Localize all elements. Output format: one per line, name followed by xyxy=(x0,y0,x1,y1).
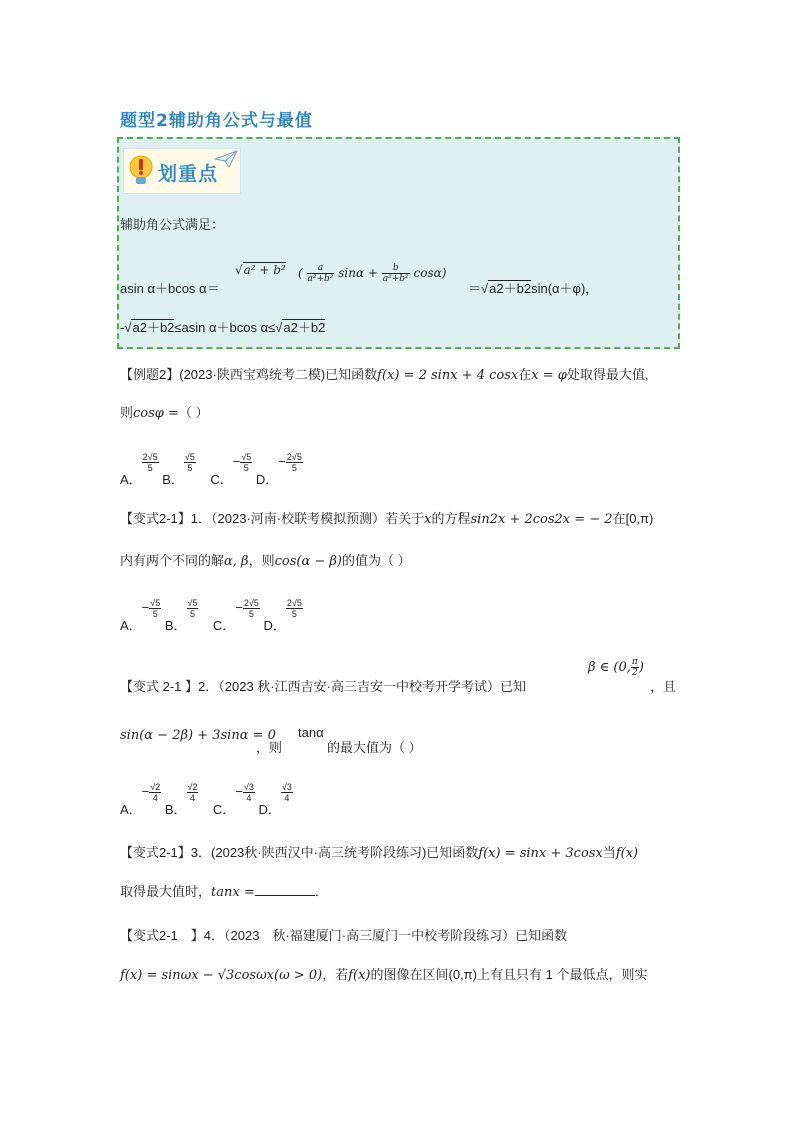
variant2-and: ，且 xyxy=(650,679,677,694)
variant1-options xyxy=(120,598,303,633)
formula1-left: asin α＋bcos α＝ xyxy=(120,281,220,296)
example2-question: 则cosφ =（ ） xyxy=(120,405,209,421)
variant2-tan: tanα xyxy=(298,725,324,740)
keypoint-badge-text: 划重点 xyxy=(158,163,219,185)
option-d[interactable]: D． $\frac{2√5}{5}$ xyxy=(263,598,302,633)
variant2-then: ，则 xyxy=(256,740,283,755)
variant2-options xyxy=(120,782,293,817)
variant3-line1: 【变式2-1】3．(2023秋·陕西汉中·高三统考阶段练习)已知函数f(x) = sinx + 3cosx当f(x) xyxy=(120,845,639,861)
variant1-line2: 内有两个不同的解α, β，则cos(α − β)的值为（ ） xyxy=(120,553,411,569)
formula1-right: ＝√a2＋b2sin(α＋φ)， xyxy=(468,281,599,296)
example2-options xyxy=(120,452,303,487)
variant4-line1: 【变式2-1 】4．（2023 秋·福建厦门·高三厦门一中校考阶段练习）已知函数 xyxy=(120,928,568,943)
option-d[interactable]: D． $\frac{√3}{4}$ xyxy=(258,782,292,817)
option-b[interactable]: B． $\frac{√5}{5}$ xyxy=(162,452,195,487)
variant2-line1: 【变式 2-1 】2．（2023 秋·江西吉安·高三吉安一中校考开学考试）已知 xyxy=(120,679,526,694)
variant4-line2: f(x) = sinωx − √3cosωx(ω > 0)，若f(x)的图像在区间(0,π)上有且只有 1 个最低点，则实 xyxy=(120,967,648,983)
option-a[interactable]: A． $\frac{2√5}{5}$ xyxy=(120,452,158,487)
answer-blank[interactable] xyxy=(255,895,315,896)
option-c[interactable]: C．− $\frac{√3}{4}$ xyxy=(212,782,254,817)
variant2-tail: 的最大值为（ ） xyxy=(327,740,422,755)
option-c[interactable]: C．− $\frac{2√5}{5}$ xyxy=(212,598,259,633)
example2-line1: 【例题2】(2023·陕西宝鸡统考二模)已知函数f(x) = 2 sinx + 4 cosx在x = φ处取得最大值, xyxy=(120,367,649,383)
keypoint-intro: 辅助角公式满足： xyxy=(120,217,225,232)
variant2-beta-range: β ∈ (0, $\frac{\pi}{2}$ ) xyxy=(588,657,644,678)
variant1-line1: 【变式2-1】1．（2023·河南·校联考模拟预测）若关于x的方程sin2x + 2cos2x = − 2在[0,π) xyxy=(120,511,654,527)
formula1-paren-expr: ( $\frac{a}{\text{a²+b²}}$ sinα + $\frac{b}{\text{a²+b²}}$ cosα) xyxy=(298,263,447,284)
option-c[interactable]: C．− $\frac{√5}{5}$ xyxy=(210,452,252,487)
option-a[interactable]: A．− $\frac{√5}{5}$ xyxy=(120,598,161,633)
option-d[interactable]: D．− $\frac{2√5}{5}$ xyxy=(255,452,302,487)
section-heading: 题型2辅助角公式与最值 xyxy=(120,111,313,131)
formula2-inequality: -√a2＋b2≤asin α＋bcos α≤√a2＋b2 xyxy=(120,320,326,335)
formula1-sqrt: √a² + b² xyxy=(235,263,286,277)
lightbulb-icon xyxy=(128,154,154,188)
option-a[interactable]: A．− $\frac{√2}{4}$ xyxy=(120,782,161,817)
option-b[interactable]: B． $\frac{√2}{4}$ xyxy=(164,782,198,817)
variant3-line2: 取得最大值时，tanx = ． xyxy=(120,884,328,900)
variant2-equation: sin(α − 2β) + 3sinα = 0 xyxy=(120,728,276,743)
option-b[interactable]: B． $\frac{√5}{5}$ xyxy=(164,598,198,633)
paper-plane-icon xyxy=(214,150,238,168)
